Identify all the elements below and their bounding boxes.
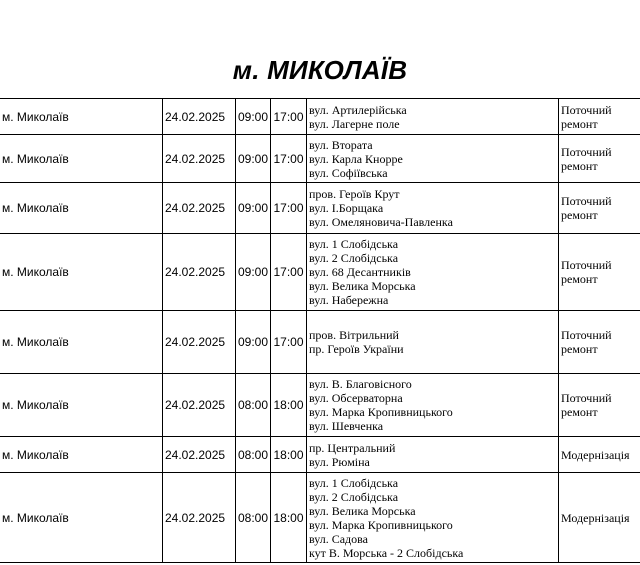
work-type-line: Модернізація	[561, 447, 630, 462]
date-cell: 24.02.2025	[163, 311, 236, 374]
date-cell: 24.02.2025	[163, 234, 236, 311]
street-item: пр. Центральний	[309, 440, 396, 455]
table-row	[0, 135, 640, 183]
city-cell: м. Миколаїв	[0, 311, 163, 374]
work-type-line: ремонт	[561, 272, 598, 286]
end-time-cell: 17:00	[271, 99, 307, 135]
streets-cell	[307, 473, 559, 563]
end-time-cell: 18:00	[271, 437, 307, 473]
outage-schedule-table	[0, 98, 640, 563]
street-item: вул. Софіївська	[309, 165, 388, 180]
work-type-line: Модернізація	[561, 510, 630, 525]
street-item: вул. Садова	[309, 531, 368, 546]
work-type-cell	[559, 99, 640, 135]
table-row	[0, 183, 640, 234]
work-type-line: Поточний	[561, 328, 612, 342]
street-item: вул. 2 Слобідська	[309, 489, 399, 504]
start-time-cell: 08:00	[236, 473, 271, 563]
city-cell: м. Миколаїв	[0, 437, 163, 473]
streets-cell	[307, 374, 559, 437]
start-time-cell: 09:00	[236, 234, 271, 311]
table-row	[0, 99, 640, 135]
street-item: пров. Вітрильний	[309, 328, 399, 342]
street-item: вул. Набережна	[309, 293, 389, 307]
city-cell: м. Миколаїв	[0, 473, 163, 563]
start-time-cell: 08:00	[236, 437, 271, 473]
work-type-line: Поточний	[561, 102, 612, 117]
end-time-cell: 18:00	[271, 473, 307, 563]
street-item: вул. В. Благовісного	[309, 377, 412, 391]
work-type-cell	[559, 473, 640, 563]
street-item: вул. Артилерійська	[309, 102, 407, 117]
city-cell: м. Миколаїв	[0, 183, 163, 234]
streets-cell	[307, 99, 559, 135]
streets-cell	[307, 437, 559, 473]
city-cell: м. Миколаїв	[0, 99, 163, 135]
work-type-cell	[559, 234, 640, 311]
start-time-cell: 09:00	[236, 183, 271, 234]
work-type-cell	[559, 311, 640, 374]
page-title: м. МИКОЛАЇВ	[232, 55, 408, 85]
table-row	[0, 374, 640, 437]
work-type-line: Поточний	[561, 391, 612, 405]
street-item: пр. Героїв України	[309, 342, 404, 356]
start-time-cell: 09:00	[236, 311, 271, 374]
date-cell: 24.02.2025	[163, 183, 236, 234]
street-item: вул. Омеляновича-Павленка	[309, 215, 453, 229]
street-item: вул. 1 Слобідська	[309, 237, 399, 251]
end-time-cell: 17:00	[271, 311, 307, 374]
work-type-line: Поточний	[561, 194, 612, 208]
table-row	[0, 234, 640, 311]
street-item: вул. Марка Кропивницького	[309, 405, 453, 419]
date-cell: 24.02.2025	[163, 473, 236, 563]
street-item: вул. Карла Кнорре	[309, 151, 403, 166]
streets-cell	[307, 234, 559, 311]
street-item: вул. Шевченка	[309, 419, 384, 433]
street-item: пров. Героїв Крут	[309, 187, 400, 201]
streets-cell	[307, 311, 559, 374]
street-item: вул. Велика Морська	[309, 503, 416, 518]
work-type-line: Поточний	[561, 144, 612, 159]
end-time-cell: 18:00	[271, 374, 307, 437]
street-item: вул. Втората	[309, 137, 373, 152]
work-type-line: ремонт	[561, 116, 598, 131]
table-row	[0, 437, 640, 473]
city-cell: м. Миколаїв	[0, 234, 163, 311]
street-item: вул. 2 Слобідська	[309, 251, 399, 265]
work-type-line: ремонт	[561, 208, 598, 222]
work-type-line: ремонт	[561, 405, 598, 419]
work-type-line: ремонт	[561, 158, 598, 173]
street-item: вул. 68 Десантників	[309, 265, 411, 279]
street-item: вул. Велика Морська	[309, 279, 416, 293]
street-item: вул. Лагерне поле	[309, 116, 400, 131]
work-type-cell	[559, 437, 640, 473]
start-time-cell: 08:00	[236, 374, 271, 437]
streets-cell	[307, 135, 559, 183]
work-type-cell	[559, 135, 640, 183]
street-item: вул. І.Борщака	[309, 201, 384, 215]
work-type-line: ремонт	[561, 342, 598, 356]
start-time-cell: 09:00	[236, 135, 271, 183]
start-time-cell: 09:00	[236, 99, 271, 135]
end-time-cell: 17:00	[271, 234, 307, 311]
city-cell: м. Миколаїв	[0, 135, 163, 183]
street-item: вул. 1 Слобідська	[309, 475, 399, 490]
table-row	[0, 473, 640, 563]
date-cell: 24.02.2025	[163, 135, 236, 183]
date-cell: 24.02.2025	[163, 374, 236, 437]
street-item: вул. Марка Кропивницького	[309, 517, 453, 532]
table-row	[0, 311, 640, 374]
city-cell: м. Миколаїв	[0, 374, 163, 437]
street-item: кут В. Морська - 2 Слобідська	[309, 545, 464, 560]
streets-cell	[307, 183, 559, 234]
end-time-cell: 17:00	[271, 183, 307, 234]
work-type-line: Поточний	[561, 258, 612, 272]
date-cell: 24.02.2025	[163, 437, 236, 473]
date-cell: 24.02.2025	[163, 99, 236, 135]
street-item: вул. Рюміна	[309, 454, 370, 469]
work-type-cell	[559, 374, 640, 437]
end-time-cell: 17:00	[271, 135, 307, 183]
street-item: вул. Обсерваторна	[309, 391, 403, 405]
work-type-cell	[559, 183, 640, 234]
